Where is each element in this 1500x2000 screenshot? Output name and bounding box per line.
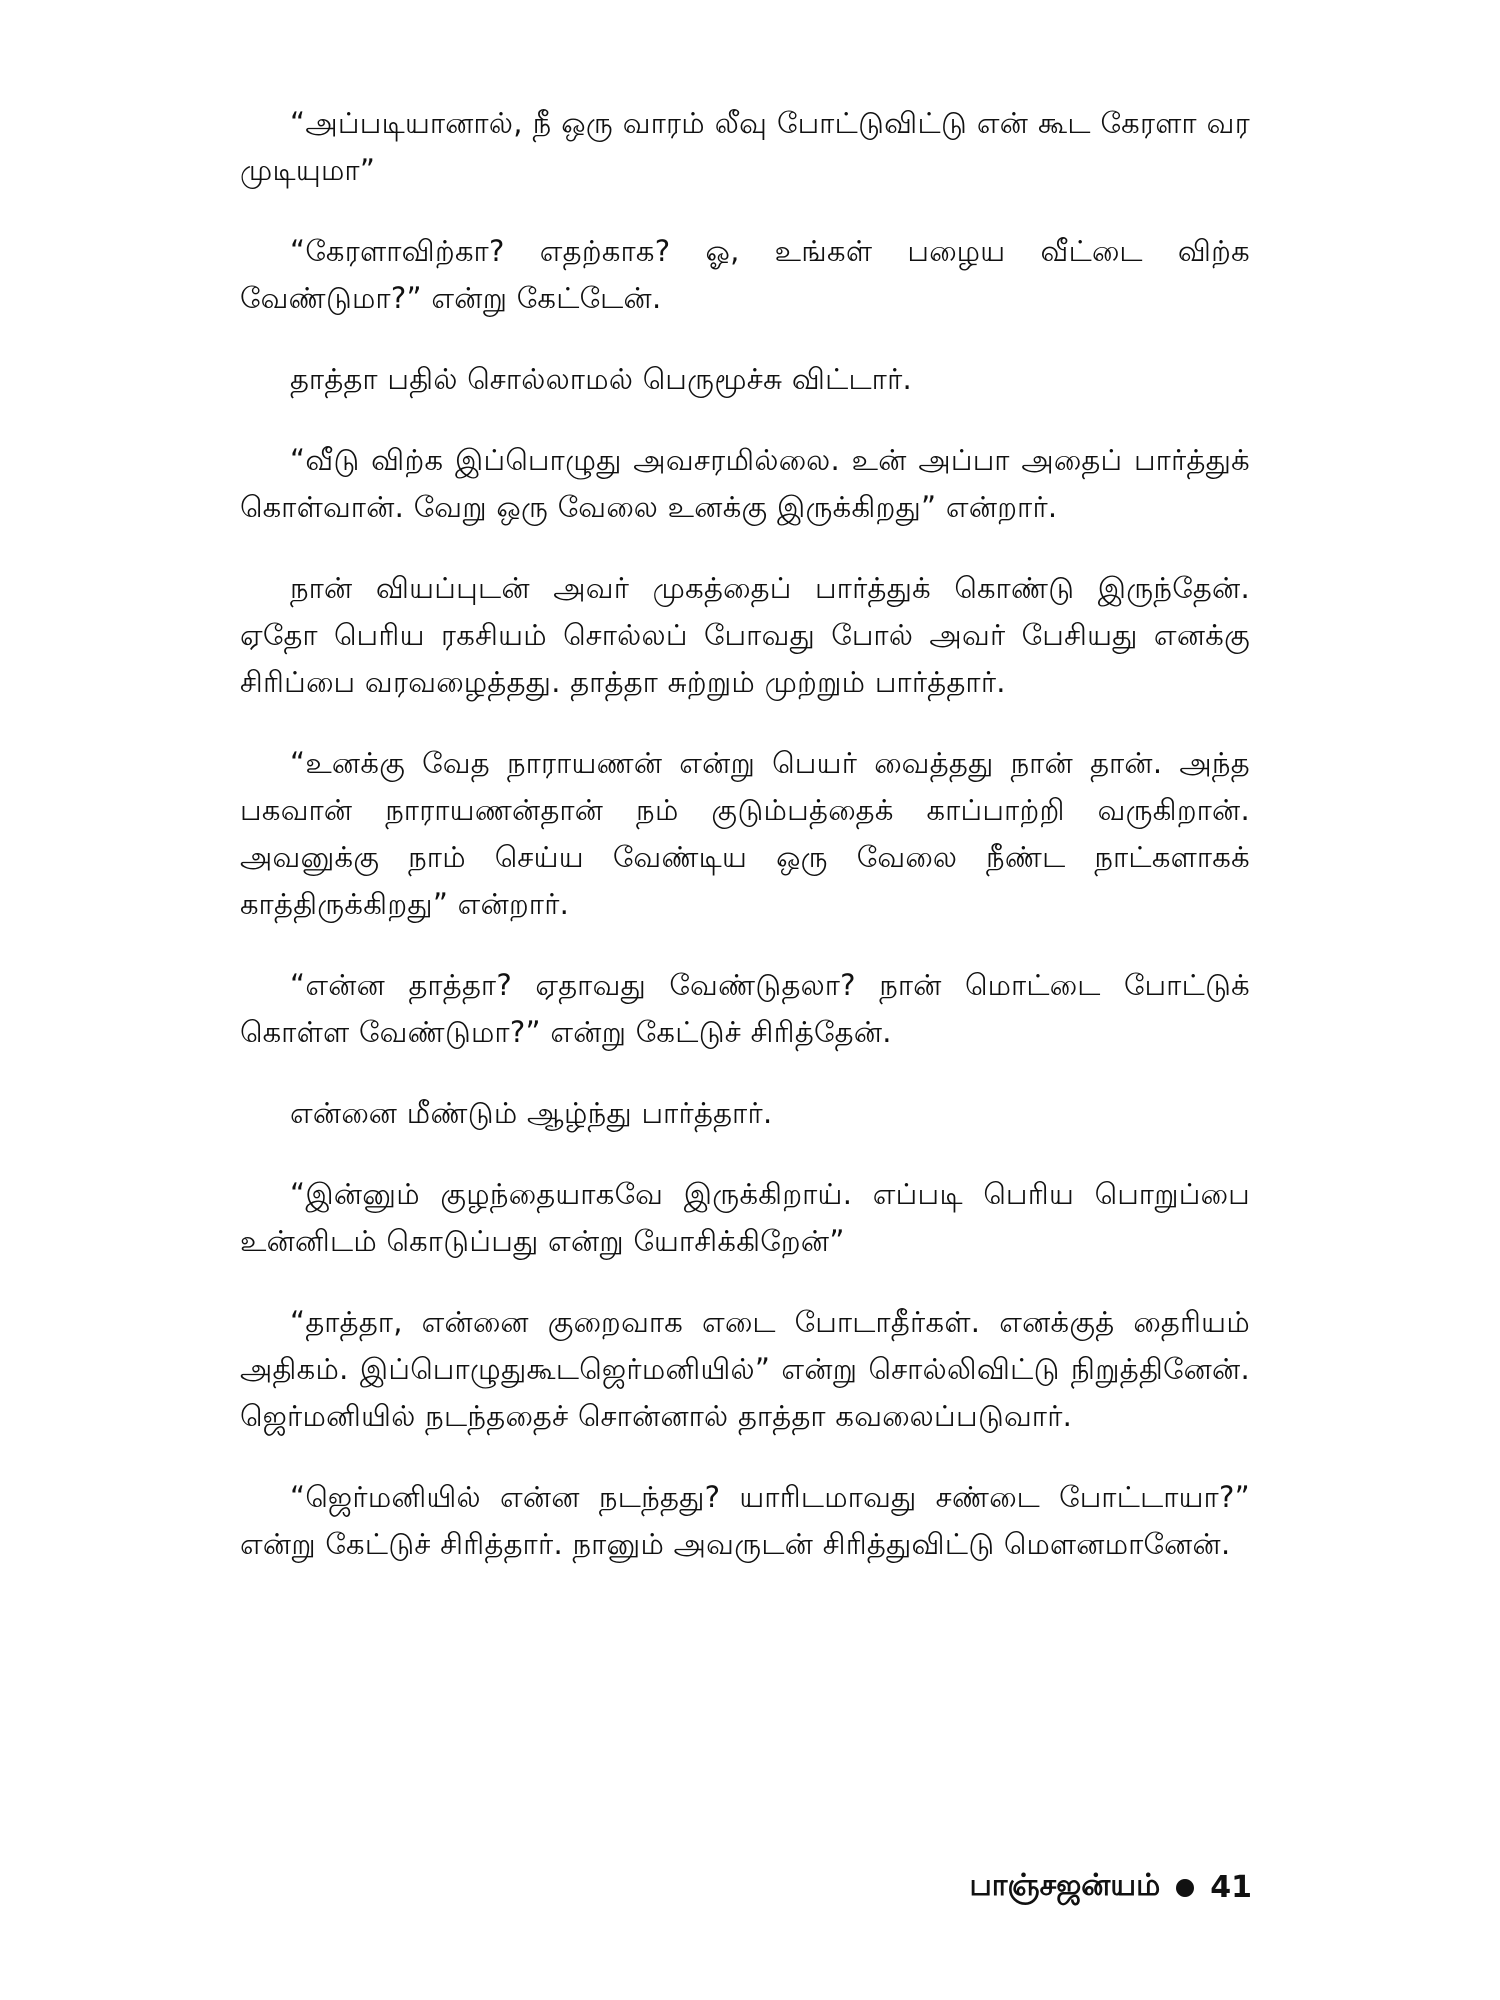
bullet-icon — [1176, 1879, 1194, 1897]
paragraph: தாத்தா பதில் சொல்லாமல் பெருமூச்சு விட்டார். — [290, 362, 913, 396]
paragraph: என்னை மீண்டும் ஆழ்ந்து பார்த்தார். — [290, 1096, 773, 1130]
paragraph: “ஜெர்மனியில் என்ன நடந்தது? யாரிடமாவது சண்டை போட்டாயா?” என்று கேட்டுச் சிரித்தார். நானும் அவருடன் சிரித்துவிட்டு மௌனமானேன். — [240, 1480, 1250, 1561]
page-footer — [969, 1868, 1252, 1907]
book-title: பாஞ்சஜன்யம் — [969, 1868, 1161, 1903]
page-number: 41 — [1210, 1870, 1252, 1905]
body-text — [240, 100, 1250, 1602]
paragraph: “கேரளாவிற்கா? எதற்காக? ஓ, உங்கள் பழைய வீட்டை விற்க வேண்டுமா?” என்று கேட்டேன். — [240, 234, 1250, 315]
paragraph: “என்ன தாத்தா? ஏதாவது வேண்டுதலா? நான் மொட்டை போட்டுக் கொள்ள வேண்டுமா?” என்று கேட்டுச் சிரித்தேன். — [240, 968, 1250, 1049]
paragraph: “அப்படியானால், நீ ஒரு வாரம் லீவு போட்டுவிட்டு என் கூட கேரளா வர முடியுமா” — [240, 106, 1250, 187]
paragraph: “உனக்கு வேத நாராயணன் என்று பெயர் வைத்தது நான் தான். அந்த பகவான் நாராயணன்தான் நம் குடும்பத்தைக் காப்பாற்றி வருகிறான். அவனுக்கு நாம் செய்ய வேண்டிய ஒரு வேலை நீண்ட நாட்களாகக் காத்திருக்கிறது” என்றார். — [240, 746, 1250, 921]
paragraph: “இன்னும் குழந்தையாகவே இருக்கிறாய். எப்படி பெரிய பொறுப்பை உன்னிடம் கொடுப்பது என்று யோசிக்கிறேன்” — [240, 1177, 1250, 1258]
paragraph: நான் வியப்புடன் அவர் முகத்தைப் பார்த்துக் கொண்டு இருந்தேன். ஏதோ பெரிய ரகசியம் சொல்லப் போவது போல் அவர் பேசியது எனக்கு சிரிப்பை வரவழைத்தது. தாத்தா சுற்றும் முற்றும் பார்த்தார். — [240, 571, 1250, 699]
paragraph: “தாத்தா, என்னை குறைவாக எடை போடாதீர்கள். எனக்குத் தைரியம் அதிகம். இப்பொழுதுகூடஜெர்மனியில்” என்று சொல்லிவிட்டு நிறுத்தினேன். ஜெர்மனியில் நடந்ததைச் சொன்னால் தாத்தா கவலைப்படுவார். — [240, 1305, 1250, 1433]
paragraph: “வீடு விற்க இப்பொழுது அவசரமில்லை. உன் அப்பா அதைப் பார்த்துக் கொள்வான். வேறு ஒரு வேலை உனக்கு இருக்கிறது” என்றார். — [240, 443, 1250, 524]
